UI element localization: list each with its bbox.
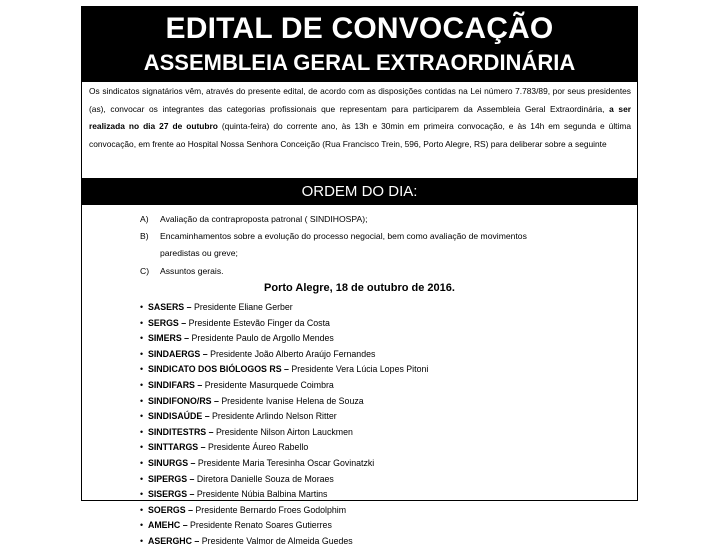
union-representative: Presidente Ivanise Helena de Souza — [218, 395, 364, 406]
union-abbr: SINURGS – — [148, 457, 196, 468]
bullet-icon: • — [140, 348, 144, 359]
list-item — [140, 503, 600, 519]
signatories-list — [140, 300, 600, 550]
union-representative: Presidente Estevão Finger da Costa — [186, 317, 330, 328]
list-item — [140, 534, 600, 550]
union-representative: Presidente Bernardo Froes Godolphim — [192, 504, 347, 515]
union-representative: Presidente Vera Lúcia Lopes Pitoni — [288, 364, 429, 375]
bullet-icon: • — [140, 426, 144, 437]
notice-title: EDITAL DE CONVOCAÇÃO — [165, 12, 554, 45]
list-item — [140, 378, 600, 394]
bullet-icon: • — [140, 317, 144, 328]
union-abbr: SINDISAÚDE – — [148, 411, 210, 422]
agenda-item-b — [140, 228, 580, 245]
list-item — [140, 316, 600, 332]
union-abbr: SINDITESTRS – — [148, 426, 214, 437]
union-representative: Presidente Renato Soares Gutierres — [187, 520, 332, 531]
bullet-icon: • — [140, 442, 144, 453]
list-item — [140, 487, 600, 503]
list-item — [140, 440, 600, 456]
list-item — [140, 394, 600, 410]
agenda-text: Encaminhamentos sobre a evolução do processo negocial, bem como avaliação de movimentos — [160, 231, 527, 242]
union-abbr: SINDIFARS – — [148, 379, 203, 390]
list-item — [140, 300, 600, 316]
bullet-icon: • — [140, 457, 144, 468]
intro-text-1: Os sindicatos signatários vêm, através do presente edital, de acordo com as disposições contidas na Lei número 7.783/89, por seus presidentes (as), convocar os integrantes das categorias profissionais que representam para participarem da Assembleia Geral Extraordinária, — [89, 86, 631, 114]
list-item — [140, 456, 600, 472]
list-item — [140, 472, 600, 488]
union-representative: Presidente Núbia Balbina Martins — [194, 489, 328, 500]
bullet-icon: • — [140, 395, 144, 406]
notice-frame — [81, 6, 638, 546]
bullet-icon: • — [140, 411, 144, 422]
union-abbr: SINDICATO DOS BIÓLOGOS RS – — [148, 364, 289, 375]
ordem-do-dia-banner: ORDEM DO DIA: — [82, 178, 637, 205]
header-banner — [82, 7, 637, 82]
bullet-icon: • — [140, 473, 144, 484]
intro-text-bold: a ser realizada no dia 27 de outubro — [89, 103, 631, 132]
union-representative: Presidente Maria Teresinha Oscar Govinatzki — [195, 457, 375, 468]
list-item — [140, 518, 600, 534]
union-abbr: SERGS – — [148, 317, 187, 328]
agenda-item-b-continuation: paredistas ou greve; — [160, 248, 238, 259]
list-item — [140, 347, 600, 363]
list-item — [140, 362, 600, 378]
list-item — [140, 331, 600, 347]
agenda-item-a — [140, 211, 580, 228]
agenda-letter: C) — [140, 265, 150, 276]
union-representative: Presidente Áureo Rabello — [205, 442, 309, 453]
notice-subtitle: ASSEMBLEIA GERAL EXTRAORDINÁRIA — [143, 50, 576, 75]
date-line: Porto Alegre, 18 de outubro de 2016. — [264, 282, 455, 294]
agenda-list — [140, 211, 580, 280]
union-abbr: SINTTARGS – — [148, 442, 206, 453]
union-representative: Presidente Paulo de Argollo Mendes — [189, 333, 334, 344]
union-representative: Presidente Eliane Gerber — [191, 302, 293, 312]
union-abbr: ASERGHC – — [148, 535, 200, 546]
agenda-item-c — [140, 263, 580, 280]
union-representative: Presidente João Alberto Araújo Fernandes — [207, 348, 376, 359]
agenda-letter: B) — [140, 231, 149, 242]
bullet-icon: • — [140, 535, 144, 546]
union-abbr: AMEHC – — [148, 520, 188, 531]
agenda-text: Assuntos gerais. — [160, 265, 224, 276]
agenda-text: Avaliação da contraproposta patronal ( SINDIHOSPA); — [160, 214, 368, 224]
union-representative: Diretora Danielle Souza de Moraes — [194, 473, 334, 484]
union-abbr: SOERGS – — [148, 504, 193, 515]
intro-text-2: (quinta-feira) do corrente ano, às 13h e 30min em primeira convocação, e às 14h em segunda e última convocação, em frente ao Hospital Nossa Senhora Conceição (Rua Francisco Trein, 596, Porto Alegre, RS) para deliberar sobre a seguinte — [89, 121, 632, 149]
union-abbr: SASERS – — [148, 302, 192, 312]
intro-paragraph — [89, 83, 631, 153]
union-abbr: SIPERGS – — [148, 473, 195, 484]
list-item — [140, 409, 600, 425]
bullet-icon: • — [140, 333, 144, 344]
bullet-icon: • — [140, 489, 144, 500]
bullet-icon: • — [140, 504, 144, 515]
union-representative: Presidente Arlindo Nelson Ritter — [209, 411, 337, 422]
union-abbr: SINDIFONO/RS – — [148, 395, 219, 406]
agenda-letter: A) — [140, 214, 149, 224]
list-item — [140, 425, 600, 441]
bullet-icon: • — [140, 379, 144, 390]
union-representative: Presidente Valmor de Almeida Guedes — [199, 535, 353, 546]
union-representative: Presidente Nilson Airton Lauckmen — [213, 426, 353, 437]
bullet-icon: • — [140, 302, 144, 312]
union-abbr: SISERGS – — [148, 489, 195, 500]
bullet-icon: • — [140, 364, 144, 375]
union-abbr: SINDAERGS – — [148, 348, 208, 359]
bullet-icon: • — [140, 520, 144, 531]
union-representative: Presidente Masurquede Coimbra — [202, 379, 334, 390]
union-abbr: SIMERS – — [148, 333, 190, 344]
